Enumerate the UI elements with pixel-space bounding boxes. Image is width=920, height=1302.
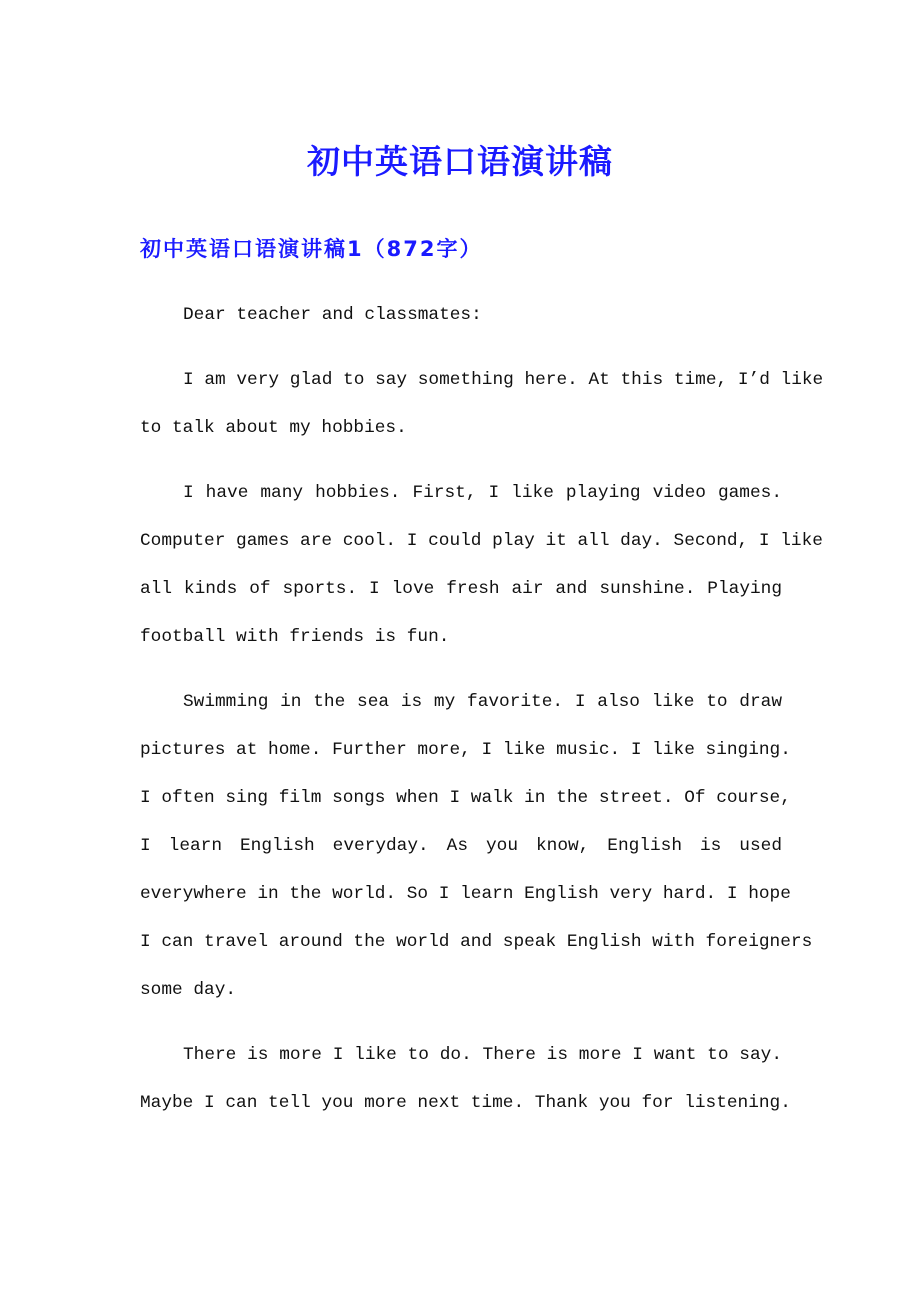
text-line: Computer games are cool. I could play it all day. Second, I like (140, 531, 823, 551)
text-line: football with friends is fun. (140, 627, 450, 647)
paragraph (140, 295, 782, 343)
text-line: Dear teacher and classmates: (183, 305, 482, 325)
paragraph (140, 360, 824, 456)
text-line: everywhere in the world. So I learn English very hard. I hope (140, 884, 791, 904)
text-line: I have many hobbies. First, I like playing video games. (183, 483, 782, 503)
text-line: some day. (140, 980, 237, 1000)
paragraph (140, 473, 823, 665)
paragraph (140, 682, 813, 1018)
text-line: Maybe I can tell you more next time. Thank you for listening. (140, 1093, 791, 1113)
text-line: I can travel around the world and speak English with foreigners (140, 932, 813, 952)
text-line: Swimming in the sea is my favorite. I also like to draw (183, 692, 782, 712)
document-title: 初中英语口语演讲稿 (307, 142, 613, 181)
paragraph (140, 1035, 791, 1131)
text-line: pictures at home. Further more, I like music. I like singing. (140, 740, 791, 760)
document-body (140, 295, 824, 1148)
text-line: I am very glad to say something here. At this time, I’d like (183, 370, 824, 390)
text-line: I often sing film songs when I walk in the street. Of course, (140, 788, 791, 808)
text-line: all kinds of sports. I love fresh air and sunshine. Playing (140, 579, 782, 599)
section-heading: 初中英语口语演讲稿1（872字） (140, 237, 483, 261)
text-line: There is more I like to do. There is more I want to say. (183, 1045, 782, 1065)
text-line: to talk about my hobbies. (140, 418, 407, 438)
text-line: I learn English everyday. As you know, English is used (140, 836, 782, 856)
